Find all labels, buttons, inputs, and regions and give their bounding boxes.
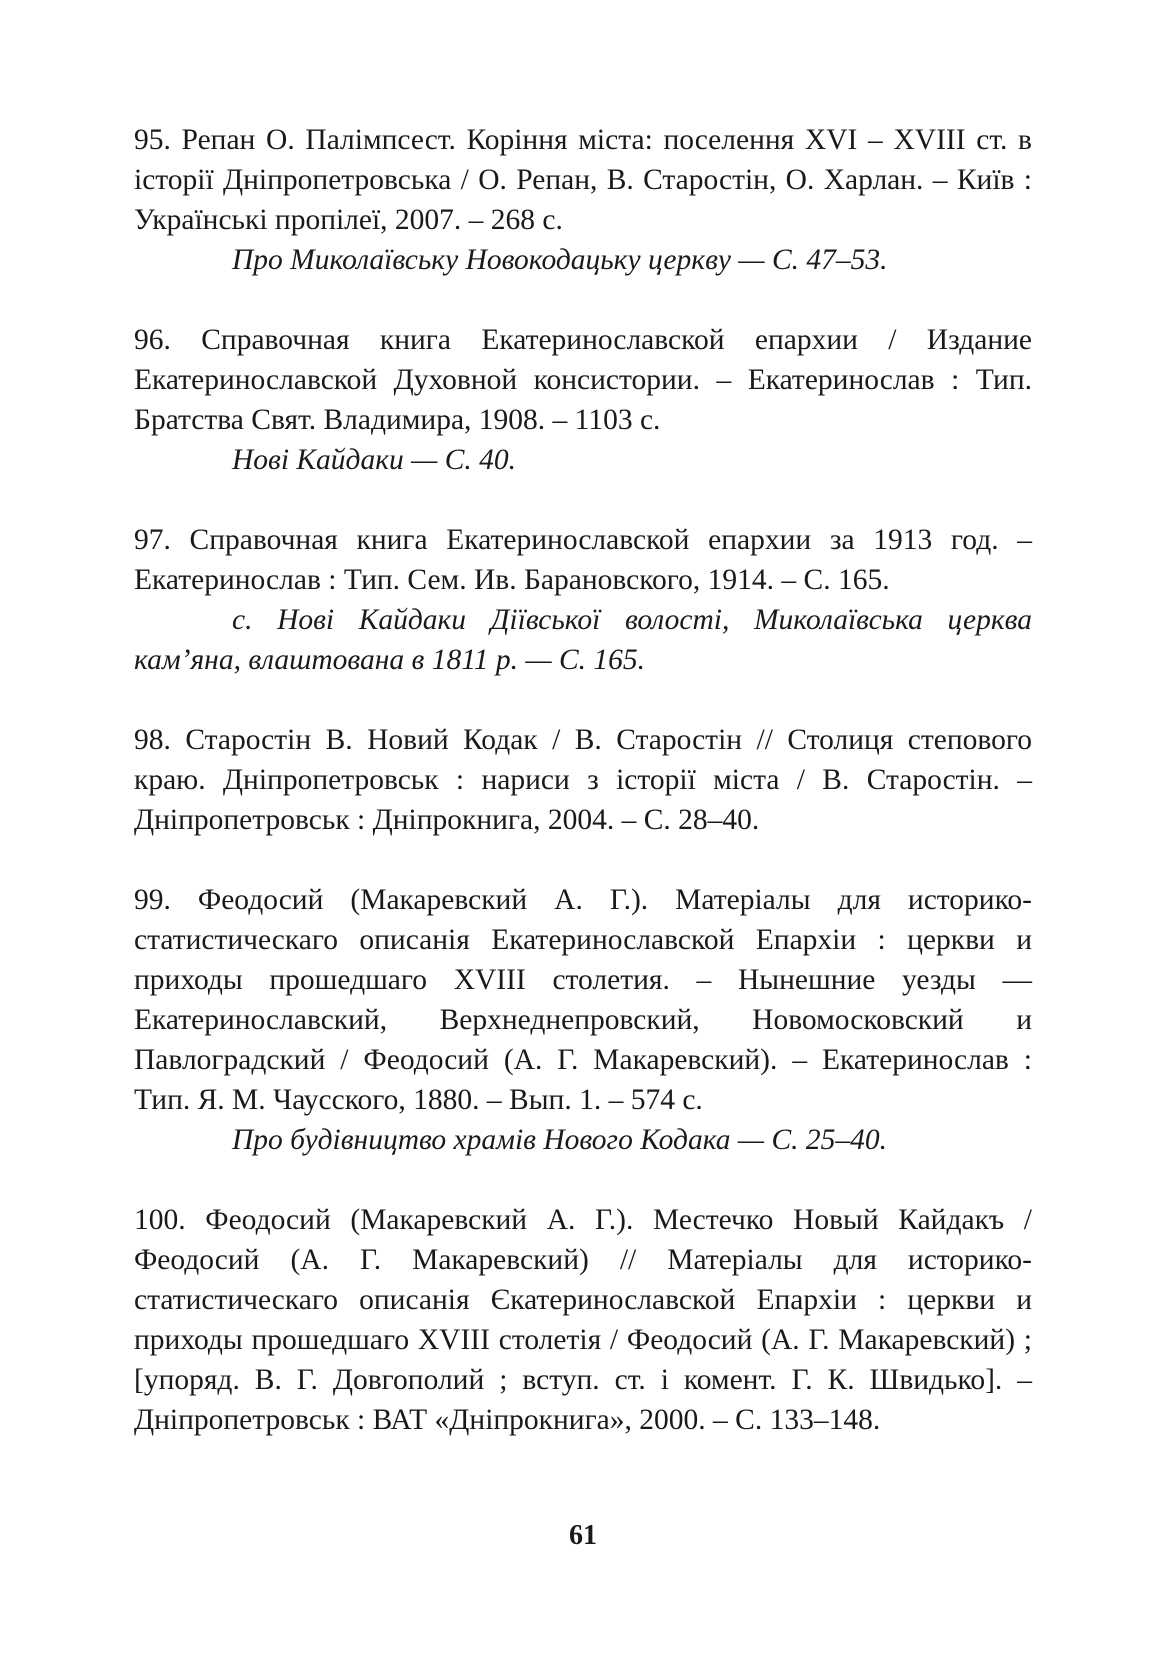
bibliography-entry-95 [134, 120, 1032, 280]
bibliography-entry-98 [134, 720, 1032, 840]
page-number: 61 [569, 1520, 597, 1551]
entry-text: 98. Старостін В. Новий Кодак / В. Старостін // Столиця степового краю. Дніпропетровськ : нариси з історії міста / В. Старостін. – Дніпропетровськ : Дніпрокнига, 2004. – С. 28–40. [134, 724, 1032, 836]
entry-text: 96. Справочная книга Екатеринославской епархии / Издание Екатеринославской Духовной консистории. – Екатеринослав : Тип. Братства Свят. Владимира, 1908. – 1103 с. [134, 324, 1032, 436]
bibliography-list [134, 120, 1032, 1480]
bibliography-entry-97 [134, 520, 1032, 680]
entry-note: Нові Кайдаки — С. 40. [232, 444, 517, 476]
entry-note: Про Миколаївську Новокодацьку церкву — С. 47–53. [232, 244, 888, 276]
entry-text: 99. Феодосий (Макаревский А. Г.). Матеріалы для историко-статистическаго описанія Екатеринославской Епархіи : церкви и приходы прошедшаго XVIII столетия. – Нынешние уезды — Екатеринославский, Верхнеднепровский, Новомосковский и Павлоградский / Феодосий (А. Г. Макаревский). – Екатеринослав : Тип. Я. М. Чаусского, 1880. – Вып. 1. – 574 с. [134, 884, 1032, 1116]
bibliography-entry-96 [134, 320, 1032, 480]
entry-text: 97. Справочная книга Екатеринославской епархии за 1913 год. – Екатеринослав : Тип. Сем. Ив. Барановского, 1914. – С. 165. [134, 524, 1032, 596]
entry-note: Про будівництво храмів Нового Кодака — С. 25–40. [232, 1124, 888, 1156]
bibliography-entry-99 [134, 880, 1032, 1160]
bibliography-entry-100 [134, 1200, 1032, 1440]
entry-text: 100. Феодосий (Макаревский А. Г.). Местечко Новый Кайдакъ / Феодосий (А. Г. Макаревский) // Матеріалы для историко-статистическаго описанія Єкатеринославской Епархіи : церкви и приходы прошедшаго XVIII столетія / Феодосий (А. Г. Макаревский) ; [упоряд. В. Г. Довгополий ; вступ. ст. і комент. Г. К. Швидько]. – Дніпропетровськ : ВАТ «Дніпрокнига», 2000. – С. 133–148. [134, 1204, 1032, 1436]
entry-note: с. Нові Кайдаки Діївської волості, Миколаївська церква кам’яна, влаштована в 1811 р. — С. 165. [134, 604, 1032, 676]
entry-text: 95. Репан О. Палімпсест. Коріння міста: поселення XVI – XVIII ст. в історії Дніпропетровська / О. Репан, В. Старостін, О. Харлан. – Київ : Українські пропілеї, 2007. – 268 с. [134, 124, 1032, 236]
